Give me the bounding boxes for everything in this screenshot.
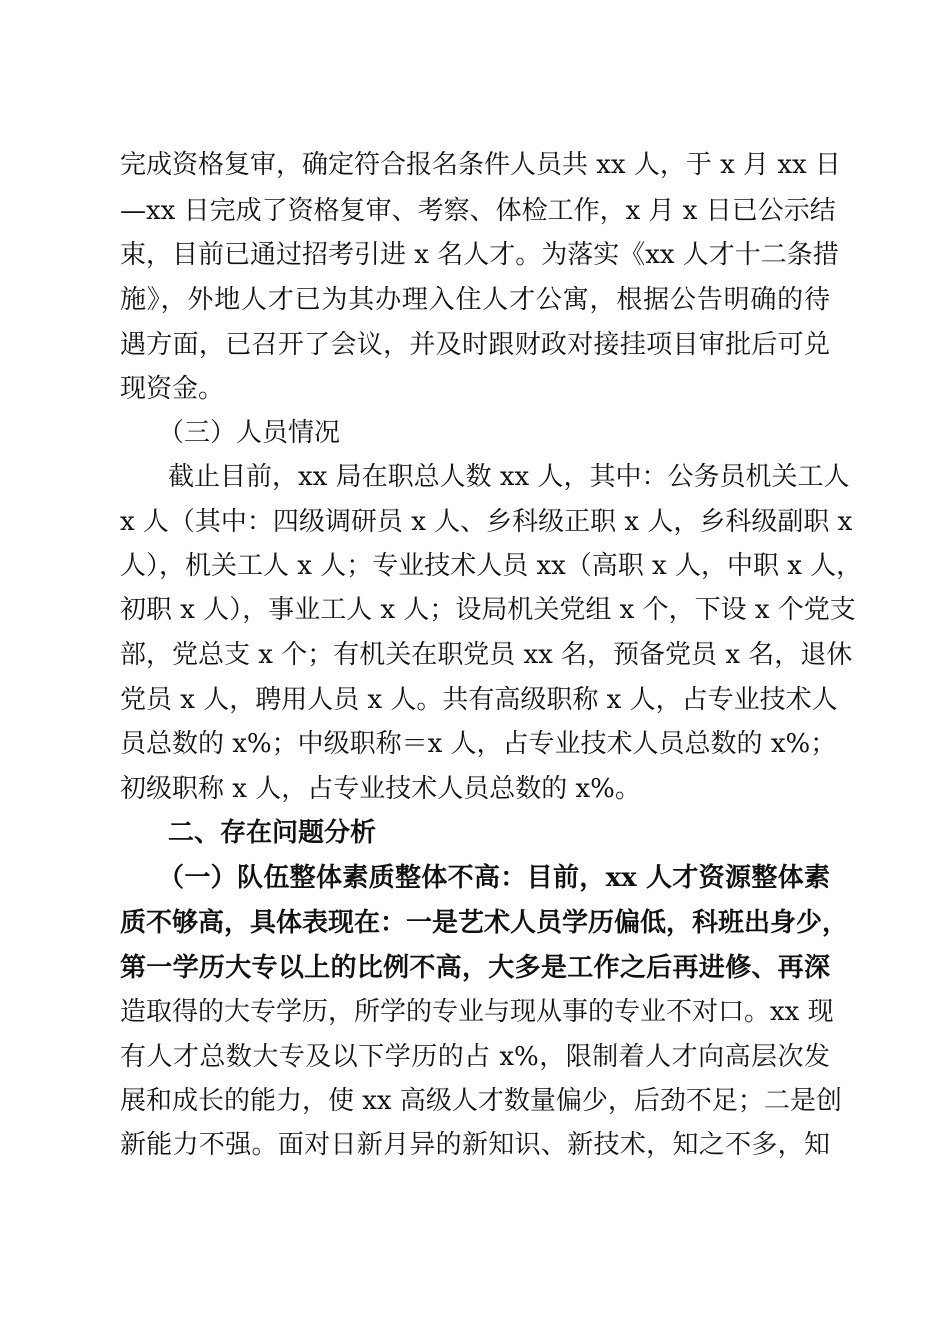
paragraph-line: 展和成长的能力，使 xx 高级人才数量偏少，后劲不足；二是创 xyxy=(120,1086,842,1116)
paragraph-line: 造取得的大专学历，所学的专业与现从事的专业不对口。xx 现 xyxy=(120,997,834,1027)
paragraph-line: 初职 x 人），事业工人 x 人；设局机关党组 x 个，下设 x 个党支 xyxy=(120,595,856,625)
paragraph-line: 遇方面，已召开了会议，并及时跟财政对接挂项目审批后可兑 xyxy=(120,330,830,360)
paragraph-line: 员总数的 x%；中级职称＝x 人，占专业技术人员总数的 x%； xyxy=(120,729,837,759)
section-heading: 二、存在问题分析 xyxy=(168,818,377,848)
paragraph-line: 质不够高，具体表现在：一是艺术人员学历偏低，科班出身少， xyxy=(120,908,849,938)
paragraph-line: x 人（其中：四级调研员 x 人、乡科级正职 x 人，乡科级副职 x xyxy=(120,507,853,537)
paragraph-line: 新能力不强。面对日新月异的新知识、新技术，知之不多，知 xyxy=(120,1130,830,1160)
paragraph-line: 截止目前，xx 局在职总人数 xx 人，其中：公务员机关工人 xyxy=(168,462,850,492)
paragraph-line: —xx 日完成了资格复审、考察、体检工作，x 月 x 日已公示结 xyxy=(120,196,836,226)
paragraph-line: 党员 x 人，聘用人员 x 人。共有高级职称 x 人，占专业技术人 xyxy=(120,685,838,715)
paragraph-line: 部，党总支 x 个；有机关在职党员 xx 名，预备党员 x 名，退休 xyxy=(120,640,853,670)
paragraph-line: 第一学历大专以上的比例不高，大多是工作之后再进修、再深 xyxy=(120,953,830,983)
paragraph-line: 初级职称 x 人，占专业技术人员总数的 x%。 xyxy=(120,774,641,804)
paragraph-line: 现资金。 xyxy=(120,374,225,404)
paragraph-line: （一）队伍整体素质整体不高：目前，xx 人才资源整体素 xyxy=(158,863,830,893)
subheading: （三）人员情况 xyxy=(158,418,341,448)
paragraph-line: 束，目前已通过招考引进 x 名人才。为落实《xx 人才十二条措 xyxy=(120,240,839,270)
paragraph-line: 完成资格复审，确定符合报名条件人员共 xx 人，于 x 月 xx 日 xyxy=(120,150,841,180)
paragraph-line: 有人才总数大专及以下学历的占 x%，限制着人才向高层次发 xyxy=(120,1042,830,1072)
paragraph-line: 施》，外地人才已为其办理入住人才公寓，根据公告明确的待 xyxy=(120,285,830,315)
paragraph-line: 人），机关工人 x 人；专业技术人员 xx（高职 x 人，中职 x 人， xyxy=(120,551,863,581)
